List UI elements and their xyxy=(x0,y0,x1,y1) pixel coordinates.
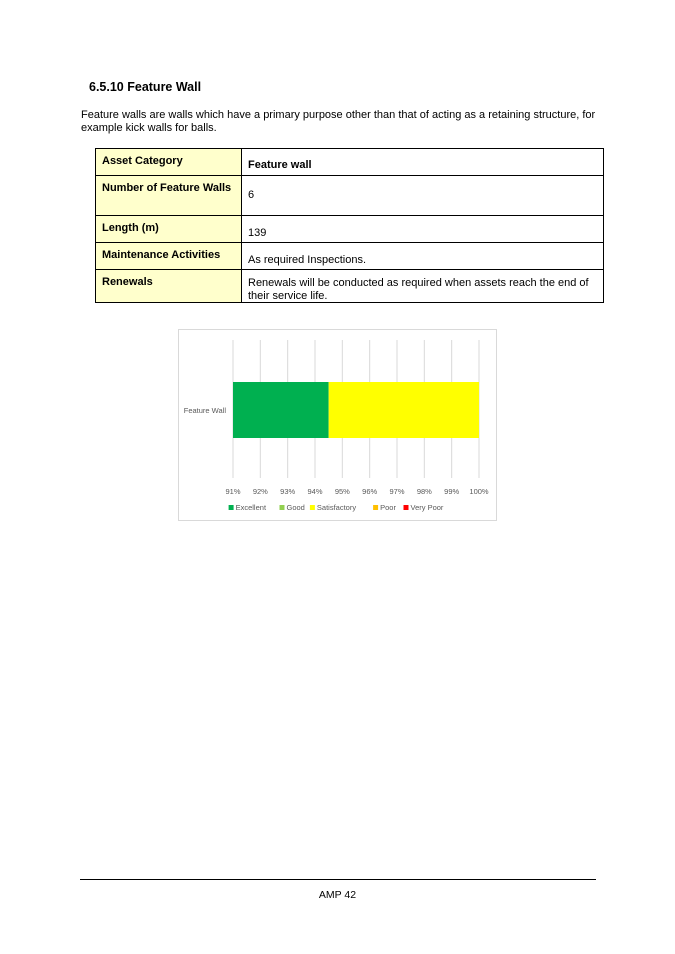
row-key: Number of Feature Walls xyxy=(96,176,242,216)
asset-table xyxy=(95,148,604,303)
x-tick-label: 93% xyxy=(280,487,296,496)
chart-canvas xyxy=(179,330,496,520)
row-key: Length (m) xyxy=(96,216,242,243)
category-label: Feature Wall xyxy=(183,406,226,415)
x-tick-label: 95% xyxy=(334,487,350,496)
table-row xyxy=(96,149,604,176)
x-tick-label: 97% xyxy=(389,487,405,496)
legend-swatch xyxy=(373,505,378,510)
legend-swatch xyxy=(404,505,409,510)
condition-chart xyxy=(178,329,497,521)
bar-excellent xyxy=(233,382,329,438)
table-row xyxy=(96,216,604,243)
legend-label: Very Poor xyxy=(410,503,444,512)
legend-label: Excellent xyxy=(235,503,267,512)
x-tick-label: 100% xyxy=(469,487,489,496)
legend-swatch xyxy=(229,505,234,510)
legend-label: Satisfactory xyxy=(316,503,357,512)
table-row xyxy=(96,176,604,216)
x-tick-label: 92% xyxy=(252,487,268,496)
legend-label: Poor xyxy=(380,503,396,512)
row-value: 139 xyxy=(242,216,604,243)
row-key: Renewals xyxy=(96,270,242,303)
row-value: Feature wall xyxy=(242,149,604,176)
footer-divider xyxy=(80,879,596,880)
x-tick-label: 96% xyxy=(362,487,378,496)
page-number: AMP 42 xyxy=(318,889,357,901)
x-tick-label: 98% xyxy=(416,487,432,496)
bar-satisfactory xyxy=(329,382,479,438)
x-tick-label: 91% xyxy=(225,487,241,496)
intro-paragraph: Feature walls are walls which have a primary purpose other than that of acting as a retaining structure, for example kick walls for balls. xyxy=(81,109,596,134)
row-value: Renewals will be conducted as required when assets reach the end of their service life. xyxy=(242,270,604,303)
row-value: 6 xyxy=(242,176,604,216)
section-heading: 6.5.10 Feature Wall xyxy=(89,80,202,94)
legend-swatch xyxy=(310,505,315,510)
table-row xyxy=(96,270,604,303)
legend-swatch xyxy=(280,505,285,510)
table-row xyxy=(96,243,604,270)
row-key: Asset Category xyxy=(96,149,242,176)
x-tick-label: 94% xyxy=(307,487,323,496)
row-key: Maintenance Activities xyxy=(96,243,242,270)
legend-label: Good xyxy=(286,503,305,512)
row-value: As required Inspections. xyxy=(242,243,604,270)
x-tick-label: 99% xyxy=(444,487,460,496)
